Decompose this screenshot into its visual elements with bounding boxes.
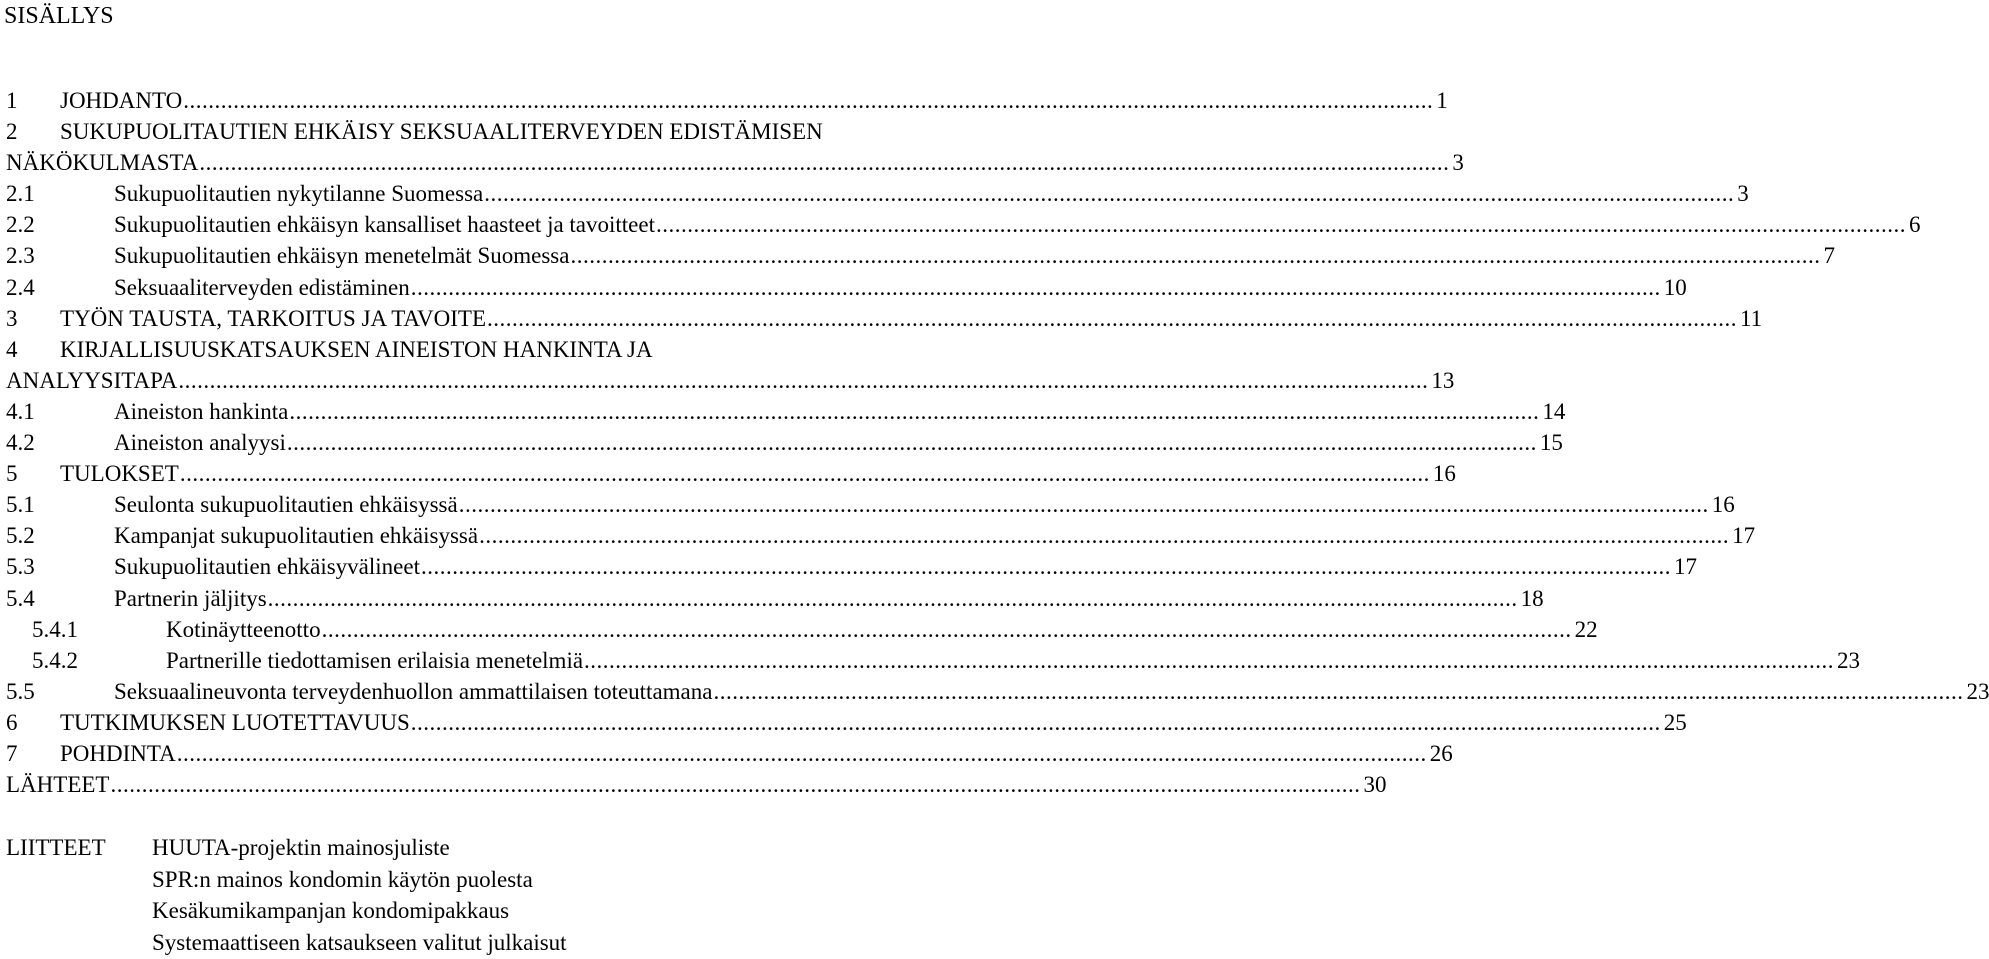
attachment-item: Systemaattiseen katsaukseen valitut julkaisut — [152, 929, 567, 955]
toc-entry[interactable] — [6, 178, 1749, 209]
toc-entry-number: 6 — [6, 709, 18, 735]
toc-entry-title: JOHDANTO — [60, 88, 183, 113]
toc-entry-page: 16 — [1711, 492, 1735, 518]
toc-entry[interactable] — [6, 209, 1921, 240]
toc-entry-page: 18 — [1520, 585, 1544, 611]
toc-entry-page: 16 — [1432, 461, 1456, 487]
toc-entry-page: 25 — [1663, 709, 1687, 735]
toc-entry-title: Sukupuolitautien ehkäisyn kansalliset haasteet ja tavoitteet — [114, 212, 655, 238]
toc-entry-continuation-line[interactable] — [6, 365, 1455, 396]
toc-entry-title: KIRJALLISUUSKATSAUKSEN AINEISTON HANKINTA JA — [60, 336, 653, 362]
dot-leader — [411, 272, 1661, 304]
toc-entry-number: 2 — [6, 119, 18, 145]
toc-entry-page: 10 — [1663, 274, 1687, 300]
toc-entry-number: 2.1 — [6, 181, 35, 207]
toc-entry-title: Sukupuolitautien nykytilanne Suomessa — [114, 181, 484, 207]
toc-entry-page: 23 — [1966, 678, 1989, 704]
toc-entry-title-continuation: NÄKÖKULMASTA — [6, 150, 199, 176]
toc-entry-number: 5.4.1 — [32, 616, 78, 642]
toc-entry[interactable] — [6, 738, 1453, 769]
toc-entry-title: Seulonta sukupuolitautien ehkäisyssä — [114, 492, 458, 518]
toc-entry-number: 1 — [6, 88, 18, 113]
dot-leader — [289, 396, 1539, 428]
toc-entry-number: 5 — [6, 461, 18, 487]
toc-entry[interactable] — [6, 489, 1735, 520]
dot-leader — [487, 303, 1737, 335]
toc-entry[interactable] — [6, 583, 1544, 614]
toc-entry-page: 3 — [1737, 181, 1749, 207]
page-title: SISÄLLYS — [4, 3, 114, 29]
toc-entry[interactable] — [6, 707, 1687, 738]
toc-entry-title: SUKUPUOLITAUTIEN EHKÄISY SEKSUAALITERVEYDEN EDISTÄMISEN — [60, 119, 823, 145]
toc-entry-number: 2.4 — [6, 274, 35, 300]
toc-entry-page: 17 — [1732, 523, 1756, 549]
dot-leader — [268, 583, 1518, 615]
attachment-item: Kesäkumikampanjan kondomipakkaus — [152, 898, 510, 923]
toc-entry-number: 5.5 — [6, 678, 35, 704]
toc-entry-continuation-line[interactable] — [6, 147, 1464, 178]
toc-entry-number: 5.3 — [6, 554, 35, 580]
toc-entry-title: Seksuaalineuvonta terveydenhuollon ammattilaisen toteuttamana — [114, 678, 713, 704]
dot-leader — [110, 769, 1360, 801]
toc-entry[interactable] — [6, 303, 1763, 334]
toc-entry[interactable] — [6, 551, 1697, 582]
table-of-contents — [6, 85, 1989, 800]
toc-entry-title: Seksuaaliterveyden edistäminen — [114, 274, 410, 300]
toc-entry-title: Aineiston hankinta — [114, 398, 289, 424]
dot-leader — [322, 614, 1572, 646]
toc-entry-page: 13 — [1431, 367, 1455, 393]
toc-entry-number: 3 — [6, 305, 18, 331]
toc-entry[interactable] — [6, 676, 1989, 707]
dot-leader — [199, 147, 1449, 179]
toc-entry[interactable] — [6, 334, 962, 365]
dot-leader — [411, 707, 1661, 739]
toc-entry-number: 5.1 — [6, 492, 35, 518]
dot-leader — [287, 427, 1537, 459]
toc-entry[interactable] — [6, 614, 1598, 645]
toc-entry-title: Sukupuolitautien ehkäisyn menetelmät Suomessa — [114, 243, 570, 269]
dot-leader — [713, 676, 1963, 708]
toc-entry-page: 11 — [1740, 305, 1763, 331]
attachments-label: LIITTEET — [6, 835, 106, 860]
attachments-list — [152, 832, 567, 958]
toc-entry[interactable] — [6, 272, 1687, 303]
toc-entry-page: 7 — [1823, 243, 1835, 269]
dot-leader — [183, 85, 1433, 117]
toc-entry-page: 22 — [1574, 616, 1598, 642]
toc-entry[interactable] — [6, 520, 1756, 551]
dot-leader — [421, 551, 1671, 583]
attachment-item: HUUTA-projektin mainosjuliste — [152, 835, 450, 860]
toc-entry[interactable] — [6, 85, 1448, 116]
toc-entry-page: 23 — [1837, 647, 1861, 673]
dot-leader — [459, 489, 1709, 521]
toc-entry-number: 5.4 — [6, 585, 35, 611]
toc-entry-page: 3 — [1452, 150, 1464, 176]
toc-entry-title: Partnerin jäljitys — [114, 585, 267, 611]
toc-entry-title: LÄHTEET — [6, 772, 110, 798]
toc-entry-page: 17 — [1673, 554, 1697, 580]
toc-entry-page: 26 — [1429, 740, 1453, 766]
toc-entry-number: 4.1 — [6, 398, 35, 424]
toc-entry-number: 5.4.2 — [32, 647, 78, 673]
toc-entry-page: 14 — [1542, 398, 1566, 424]
toc-entry[interactable] — [6, 240, 1835, 271]
dot-leader — [479, 520, 1729, 552]
dot-leader — [584, 645, 1834, 677]
toc-entry-title: Aineiston analyysi — [114, 430, 286, 456]
toc-entry-number: 7 — [6, 740, 18, 766]
toc-entry[interactable] — [6, 645, 1861, 676]
toc-entry-title: TULOKSET — [60, 461, 179, 487]
dot-leader — [484, 178, 1734, 210]
dot-leader — [656, 209, 1906, 241]
toc-entry-title: Sukupuolitautien ehkäisyvälineet — [114, 554, 420, 580]
attachment-item: SPR:n mainos kondomin käytön puolesta — [152, 866, 533, 892]
dot-leader — [570, 240, 1820, 272]
toc-entry-number: 2.2 — [6, 212, 35, 238]
dot-leader — [177, 738, 1427, 770]
toc-entry-page: 6 — [1909, 212, 1921, 238]
toc-entry-title: POHDINTA — [60, 740, 176, 766]
toc-entry-title: TUTKIMUKSEN LUOTETTAVUUS — [60, 709, 410, 735]
toc-entry-title: TYÖN TAUSTA, TARKOITUS JA TAVOITE — [60, 305, 487, 331]
toc-entry[interactable] — [6, 769, 1387, 800]
dot-leader — [178, 365, 1428, 397]
toc-entry-title: Kotinäytteenotto — [166, 616, 321, 642]
toc-entry-number: 4 — [6, 336, 18, 362]
toc-entry-number: 4.2 — [6, 430, 35, 456]
toc-entry-title: Kampanjat sukupuolitautien ehkäisyssä — [114, 523, 479, 549]
toc-entry[interactable] — [6, 458, 1456, 489]
toc-entry-number: 5.2 — [6, 523, 35, 549]
toc-entry[interactable] — [6, 427, 1563, 458]
toc-entry-page: 1 — [1436, 88, 1448, 113]
dot-leader — [180, 458, 1430, 490]
toc-entry-page: 30 — [1363, 772, 1387, 798]
toc-entry-number: 2.3 — [6, 243, 35, 269]
toc-entry[interactable] — [6, 396, 1566, 427]
toc-entry-page: 15 — [1539, 430, 1563, 456]
toc-entry[interactable] — [6, 116, 962, 147]
toc-entry-title: Partnerille tiedottamisen erilaisia menetelmiä — [166, 647, 584, 673]
toc-entry-title-continuation: ANALYYSITAPA — [6, 367, 178, 393]
